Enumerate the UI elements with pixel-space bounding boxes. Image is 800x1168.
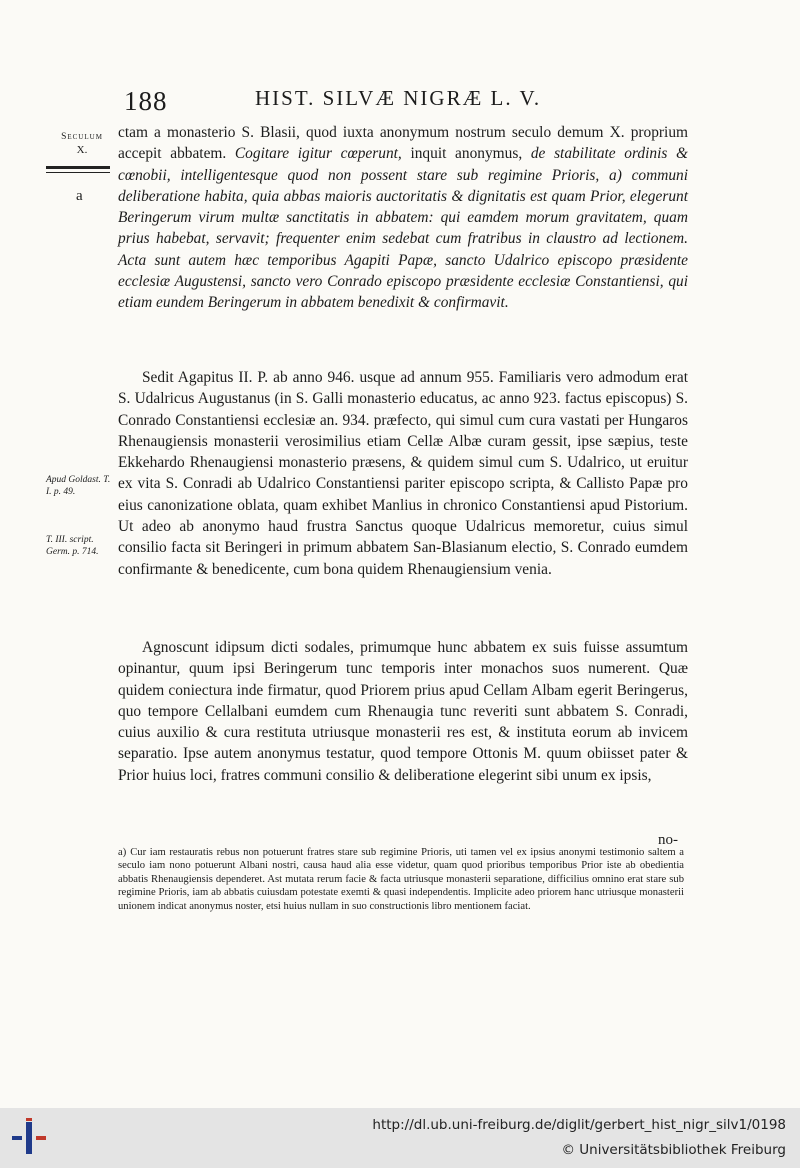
footnote-text: Cur iam restauratis rebus non potuerunt fratres stare sub regimine Prioris, uti tamen vel ex ipsius anonymi testimonio saltem a seculo iam nono potuerunt Albani nostri, causa haud alia esse videtur, quam quod prioribus temporibus Prior iste ab obedientia abbatis Rhenaugiensis dependeret. Ast mutata rerum facie & facta utriusque monasterii separatione, difficilius omnino erat stare sub regimine Prioris, iam ab abbatis cuiusdam potestate exemti & quasi independentis. Implicite adeo priorem hanc utriusque monasterii unionem indicat anonymus noster, etsi huius nullam in suo constructionis libro mentionem faciat. (118, 847, 684, 912)
permalink-link[interactable]: http://dl.ub.uni-freiburg.de/diglit/gerbert_hist_nigr_silv1/0198 (372, 1117, 786, 1133)
page-number: 188 (124, 86, 168, 116)
margin-seculum: Seculum (61, 132, 103, 142)
margin-footnote-ref: a (76, 188, 83, 204)
footnote-mark: a) (118, 847, 127, 858)
paragraph-2: Sedit Agapitus II. P. ab anno 946. usque ad annum 955. Familiaris vero admodum erat S. Udalricus Augustanus (in S. Galli monasterio educatus, ac anno 923. factus episcopus) S. Conrado Constantiensi ecclesiæ an. 934. præfecto, qui simul cum cura vastati per Hungaros Rhenaugiensis monasterii verosimilius etiam Cellæ Albæ curam gessit, ipse sæpius, teste Ekkehardo Rhenaugiensi monasterio præsens, & quidem simul cum S. Udalrico, ut eruitur ex vita S. Conradi ab Udalrico Constantiensi pariter episcopo scripta, & Callisto Papæ pro eius canonizatione oblata, quam exhibet Manlius in chronico Constantiensi apud Pistorium. Ut adeo ab anonymo haud frustra Sanctus quoque Udalricus memoretur, cuius simul consilio facta sit Beringeri in primum abbatem San-Blasianum electio, S. Conrado eumdem confirmante & benedicente, cum bona quidem Rhenaugiensium venia. (118, 369, 688, 578)
footnote (118, 846, 684, 913)
copyright-notice: © Universitätsbibliothek Freiburg (561, 1142, 786, 1158)
catchword: no- (658, 832, 678, 848)
margin-ref-script: T. III. script. Germ. p. 714. (46, 535, 99, 557)
ub-freiburg-logo-icon (10, 1118, 50, 1158)
paragraph-3: Agnoscunt idipsum dicti sodales, primumque hunc abbatem ex suis fuisse assumtum opinantur, quum ipsi Beringerum tunc temporis inter monachos suos numerent. Quæ quidem coniectura inde firmatur, quod Priorem prius apud Cellam Albam egerit Beringerus, quo tempore Cellalbani eumdem cum Rhenaugia tunc reveriti sunt abbatem S. Conradi, cuius auxilio & cura restituta utriusque monasterii res est, & instituta eorum ab invicem separatio. Ipse autem anonymus testatur, quod tempore Ottonis M. quum obiisset pater & Prior huius loci, fratres communi consilio & deliberatione elegerint sibi unum ex ipsis, (118, 639, 688, 784)
p1-italic-b: de stabilitate ordinis & cœnobii, intelligentesque quod non possent stare sub regimine Prioris, a) communi deliberatione habita, quia abbas maioris auctoritatis & dignitatis est quam Prior, elegerunt Beringerum virum multæ sanctitatis in abbatem: qui eamdem morum gravitatem, quam prius habebat, servavit; frequenter enim sedebat cum fratribus in claustro ad lectionem. Acta sunt autem hæc temporibus Agapiti Papæ, sancto Udalrico episcopo præsidente ecclesiæ Augustensi, sancto vero Conrado episcopo præsidente ecclesiæ Constantiensi, qui etiam eundem Beringerum in abbatem benedixit & confirmavit. (118, 145, 689, 312)
margin-seculum-number: X. (76, 144, 88, 156)
margin-ref-goldast: Apud Goldast. T. I. p. 49. (46, 475, 111, 497)
viewer-footer (0, 1108, 800, 1168)
margin-rule-thick (46, 166, 110, 169)
p1-roman-b: inquit anonymus, (401, 145, 531, 163)
p1-italic-a: Cogitare igitur cœperunt, (234, 145, 402, 163)
margin-rule-thin (46, 172, 110, 173)
p1-roman-a: ctam a monasterio S. Blasii, quod iuxta anonymum nostrum seculo demum X. proprium accepit abbatem. (118, 124, 688, 163)
paragraph-1 (118, 122, 688, 314)
running-title: HIST. SILVÆ NIGRÆ L. V. (255, 86, 542, 110)
